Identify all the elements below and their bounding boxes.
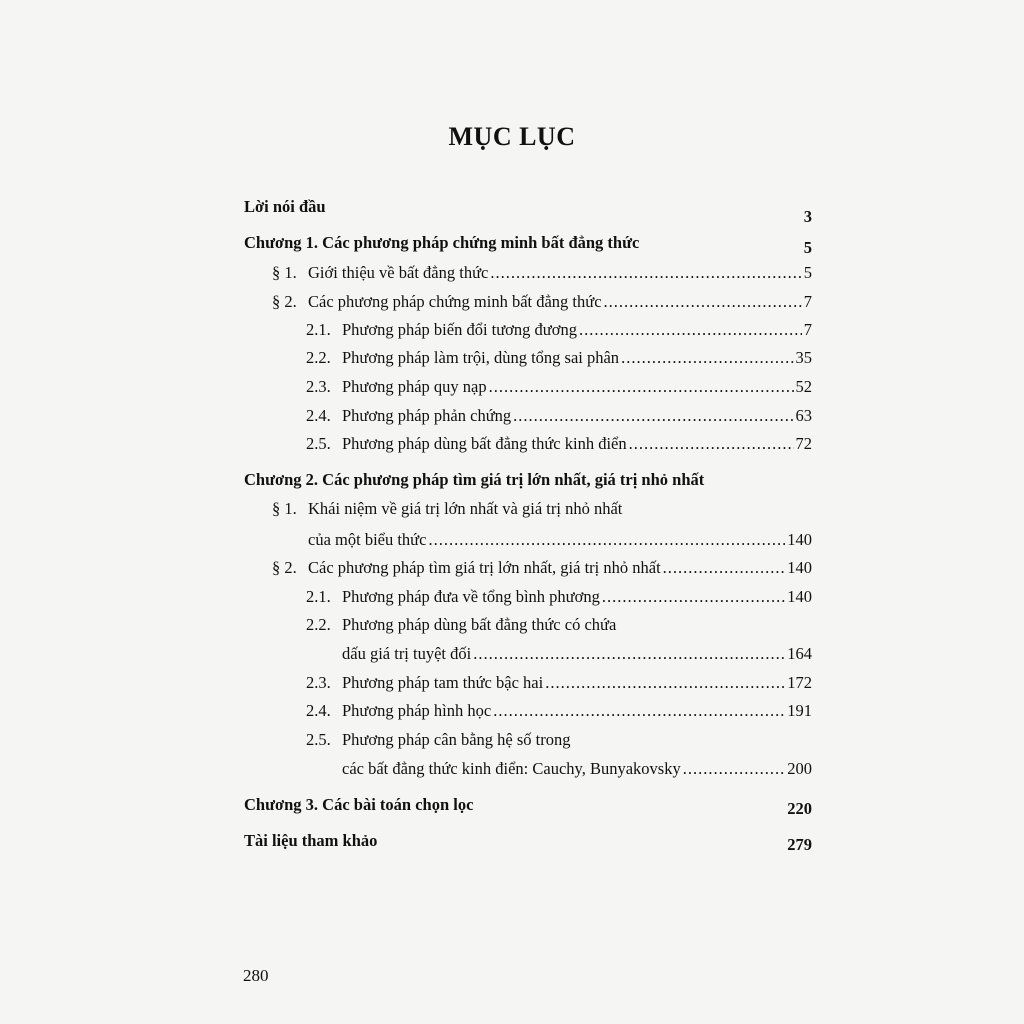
toc-entry-number: 2.4. — [306, 701, 331, 720]
toc-entry-label: Chương 1. Các phương pháp chứng minh bất đẳng thức — [244, 233, 640, 252]
toc-entry-label: Giới thiệu về bất đẳng thức — [308, 263, 489, 282]
toc-entry-subsection — [306, 730, 812, 750]
toc-entry-number: § 2. — [272, 292, 297, 311]
toc-entry-page: 140 — [787, 558, 812, 577]
toc-entry-page: 140 — [787, 587, 812, 606]
toc-entry-label: các bất đẳng thức kinh điển: Cauchy, Bunyakovsky — [342, 759, 681, 778]
toc-entry-number: 2.2. — [306, 615, 331, 634]
toc-entry-page: 5 — [803, 263, 812, 282]
toc-entry-subsection — [306, 701, 812, 721]
toc-entry-section-continued — [308, 530, 812, 550]
toc-entry-label: Chương 2. Các phương pháp tìm giá trị lớn nhất, giá trị nhỏ nhất — [244, 470, 705, 489]
page-number: 280 — [243, 966, 269, 985]
toc-entry-page: 5 — [803, 238, 812, 257]
toc-entry-page: 3 — [803, 207, 812, 226]
page-title: MỤC LỤC — [448, 122, 576, 151]
leader-dots — [490, 263, 801, 283]
toc-entry-label: Phương pháp làm trội, dùng tổng sai phân — [342, 348, 620, 367]
toc-entry-subsection — [306, 320, 812, 340]
toc-entry-page: 7 — [803, 320, 812, 339]
toc-entry-number: 2.5. — [306, 434, 331, 453]
toc-entry-label: Phương pháp dùng bất đẳng thức có chứa — [342, 615, 617, 634]
toc-entry-label: Chương 3. Các bài toán chọn lọc — [244, 795, 474, 814]
leader-dots — [621, 348, 793, 368]
toc-entry-page: 172 — [787, 673, 812, 692]
toc-entry-section — [272, 499, 812, 519]
toc-entry-subsection — [306, 377, 812, 397]
toc-entry-number: 2.1. — [306, 320, 331, 339]
toc-entry-label: Lời nói đầu — [244, 197, 326, 216]
leader-dots — [604, 292, 802, 312]
leader-dots — [683, 759, 786, 779]
toc-entry-section — [272, 263, 812, 283]
toc-entry-number: § 2. — [272, 558, 297, 577]
leader-dots — [489, 377, 794, 397]
toc-entry-number: 2.3. — [306, 673, 331, 692]
toc-entry-subsection — [306, 673, 812, 693]
toc-entry-section — [272, 558, 812, 578]
toc-entry-chapter-1 — [244, 233, 812, 257]
toc-entry-chapter-2 — [244, 470, 812, 490]
toc-entry-page: 279 — [787, 835, 812, 854]
toc-entry-page: 7 — [803, 292, 812, 311]
leader-dots — [473, 644, 785, 664]
leader-dots — [602, 587, 785, 607]
toc-entry-label: Phương pháp cân bằng hệ số trong — [342, 730, 571, 749]
toc-entry-label: Khái niệm về giá trị lớn nhất và giá trị nhỏ nhất — [308, 499, 623, 518]
toc-entry-label: Phương pháp đưa về tổng bình phương — [342, 587, 600, 606]
toc-entry-subsection — [306, 615, 812, 635]
toc-entry-page: 200 — [787, 759, 812, 778]
toc-entry-subsection — [306, 406, 812, 426]
toc-entry-label: Các phương pháp tìm giá trị lớn nhất, giá trị nhỏ nhất — [308, 558, 661, 577]
toc-entry-number: 2.4. — [306, 406, 331, 425]
toc-entry-label: Phương pháp biến đổi tương đương — [342, 320, 577, 339]
toc-entry-label: Phương pháp tam thức bậc hai — [342, 673, 544, 692]
toc-entry-number: 2.2. — [306, 348, 331, 367]
toc-entry-subsection — [306, 434, 812, 454]
toc-entry-number: 2.5. — [306, 730, 331, 749]
toc-entry-page: 72 — [795, 434, 812, 453]
toc-entry-page: 164 — [787, 644, 812, 663]
toc-entry-number: § 1. — [272, 263, 297, 282]
leader-dots — [629, 434, 794, 454]
leader-dots — [579, 320, 802, 340]
leader-dots — [493, 701, 785, 721]
toc-entry-label: Tài liệu tham khảo — [244, 831, 378, 850]
toc-entry-references — [244, 831, 812, 854]
toc-entry-page: 63 — [795, 406, 812, 425]
toc-entry-page: 52 — [795, 377, 812, 396]
toc-entry-subsection — [306, 348, 812, 368]
toc-entry-subsection-continued — [342, 644, 812, 664]
toc-entry-label: Phương pháp hình học — [342, 701, 492, 720]
toc-entry-label: Phương pháp quy nạp — [342, 377, 487, 396]
toc-entry-label: của một biểu thức — [308, 530, 427, 549]
toc-entry-label: Các phương pháp chứng minh bất đẳng thức — [308, 292, 602, 311]
toc-entry-number: § 1. — [272, 499, 297, 518]
toc-entry-label: dấu giá trị tuyệt đối — [342, 644, 472, 663]
toc-entry-section — [272, 292, 812, 312]
toc-entry-chapter-3 — [244, 795, 812, 818]
toc-entry-label: Phương pháp dùng bất đẳng thức kinh điển — [342, 434, 627, 453]
leader-dots — [545, 673, 785, 693]
toc-entry-page: 140 — [787, 530, 812, 549]
toc-entry-number: 2.3. — [306, 377, 331, 396]
leader-dots — [663, 558, 786, 578]
toc-entry-page: 220 — [787, 799, 812, 818]
leader-dots — [513, 406, 793, 426]
toc-entry-preface — [244, 197, 812, 226]
toc-entry-subsection — [306, 587, 812, 607]
toc-entry-page: 191 — [787, 701, 812, 720]
toc-entry-page: 35 — [795, 348, 812, 367]
toc-entry-label: Phương pháp phản chứng — [342, 406, 512, 425]
toc-entry-subsection-continued — [342, 759, 812, 779]
toc-entry-number: 2.1. — [306, 587, 331, 606]
leader-dots — [428, 530, 785, 550]
